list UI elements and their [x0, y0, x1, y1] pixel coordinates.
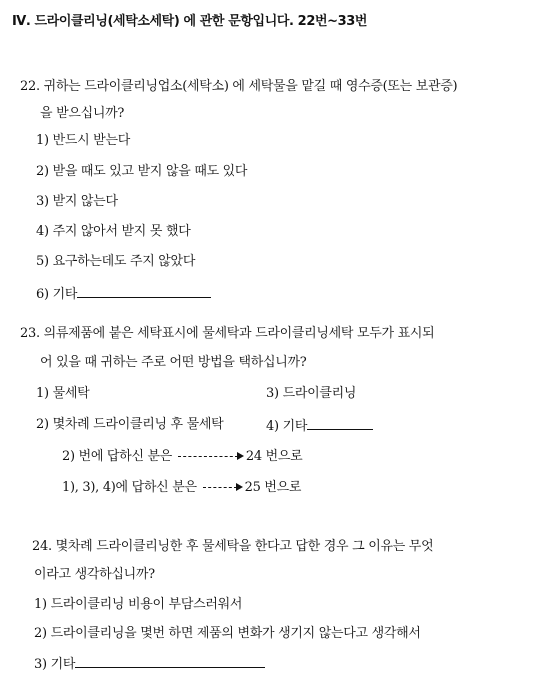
section-title: Ⅳ. 드라이클리닝(세탁소세탁) 에 관한 문항입니다. 22번~33번: [12, 14, 368, 29]
q23-option-3: 3) 드라이클리닝: [266, 386, 357, 401]
q23-option-4: [266, 417, 373, 435]
q22-option-6-label: 6) 기타: [36, 287, 78, 302]
q23-route-2: [62, 480, 301, 496]
q24-option-2: 2) 드라이클리닝을 몇번 하면 제품의 변화가 생기지 않는다고 생각해서: [34, 626, 421, 641]
q22-text-line2: 을 받으십니까?: [40, 106, 125, 121]
q22-option-3: 3) 받지 않는다: [36, 194, 118, 209]
q23-option-2: 2) 몇차례 드라이클리닝 후 물세탁: [36, 417, 224, 432]
q23-route-1-label: 2) 번에 답하신 분은: [62, 449, 173, 464]
q24-other-blank: [75, 655, 265, 668]
q22-option-1: 1) 반드시 받는다: [36, 133, 130, 148]
dashed-arrow-icon: [203, 483, 243, 493]
q22-option-4: 4) 주지 않아서 받지 못 했다: [36, 224, 191, 239]
q22-option-5: 5) 요구하는데도 주지 않았다: [36, 254, 196, 269]
q23-route-2-target: 25 번으로: [244, 480, 302, 495]
q22-text-line1: 22. 귀하는 드라이클리닝업소(세탁소) 에 세탁물을 맡길 때 영수증(또는 보관증): [20, 79, 458, 94]
q23-text-line2: 어 있을 때 귀하는 주로 어떤 방법을 택하십니까?: [40, 355, 307, 370]
q22-option-6: [36, 285, 211, 303]
q23-option-4-label: 4) 기타: [266, 419, 308, 434]
q22-other-blank: [77, 285, 211, 298]
q24-option-3: [34, 655, 265, 673]
q23-route-1: [62, 449, 302, 465]
q22-option-2: 2) 받을 때도 있고 받지 않을 때도 있다: [36, 164, 248, 179]
q23-option-1: 1) 물세탁: [36, 386, 90, 401]
q24-option-1: 1) 드라이클리닝 비용이 부담스러워서: [34, 597, 243, 612]
dashed-arrow-icon: [178, 452, 244, 462]
q24-text-line2: 이라고 생각하십니까?: [34, 567, 155, 582]
q23-other-blank: [307, 417, 373, 430]
q23-text-line1: 23. 의류제품에 붙은 세탁표시에 물세탁과 드라이클리닝세탁 모두가 표시되: [20, 326, 435, 341]
q24-option-3-label: 3) 기타: [34, 657, 76, 672]
q23-route-1-target: 24 번으로: [245, 449, 303, 464]
q24-text-line1: 24. 몇차례 드라이클리닝한 후 물세탁을 한다고 답한 경우 그 이유는 무엇: [32, 539, 434, 554]
q23-route-2-label: 1), 3), 4)에 답하신 분은: [62, 480, 197, 495]
